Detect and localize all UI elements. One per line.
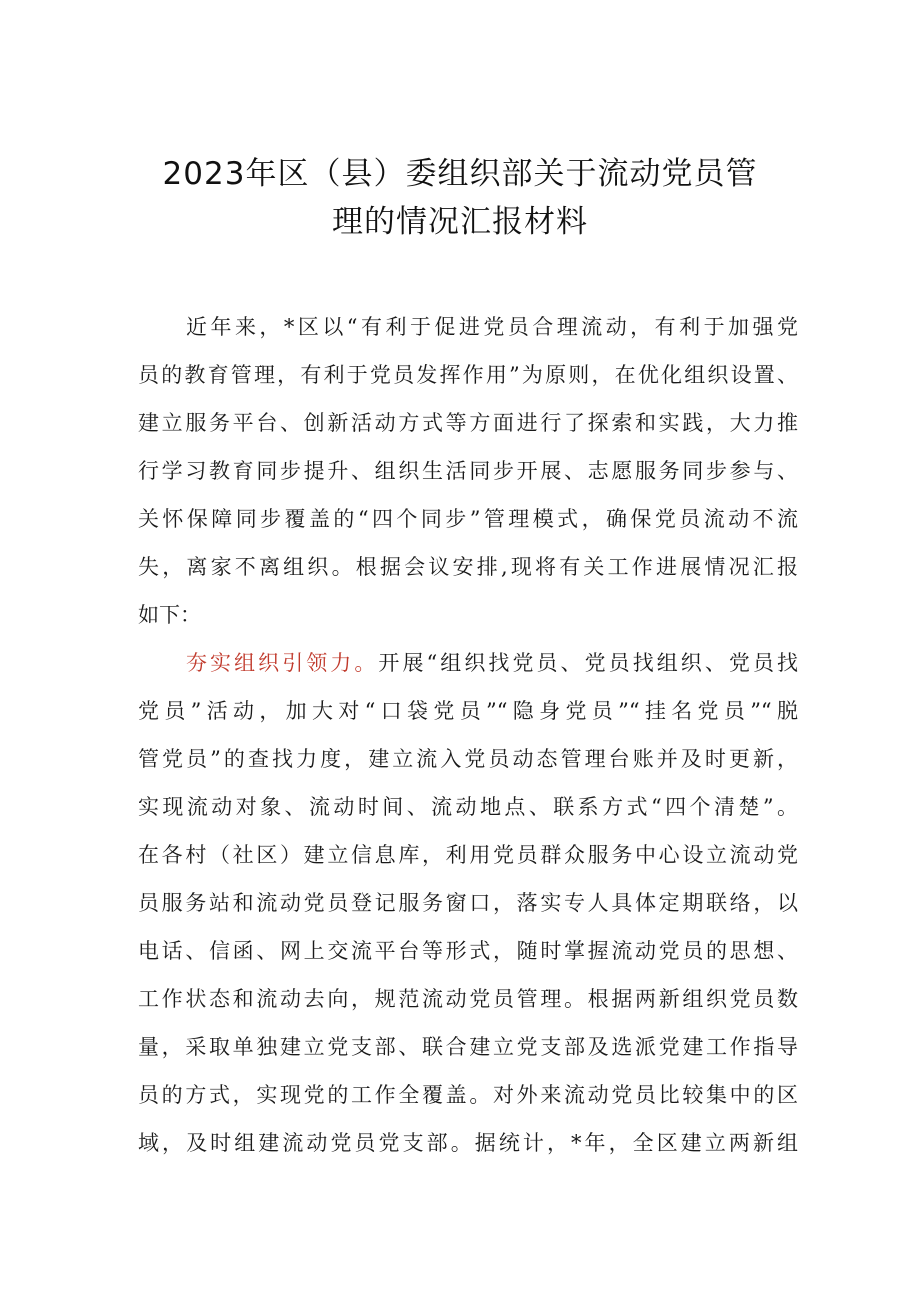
intro-line-6: 失，离家不离组织。根据会议安排,现将有关工作进展情况汇报 bbox=[138, 555, 798, 579]
section-1-first-line-rest: 开展“组织找党员、党员找组织、党员找 bbox=[378, 651, 799, 675]
intro-line-7: 如下： bbox=[138, 603, 201, 627]
section-1-line-9: 量，采取单独建立党支部、联合建立党支部及选派党建工作指导 bbox=[138, 1035, 798, 1059]
section-1-line-11: 域，及时组建流动党员党支部。据统计，*年，全区建立两新组 bbox=[138, 1131, 798, 1155]
section-1-first-line bbox=[186, 648, 798, 678]
document-title-line-2: 理的情况汇报材料 bbox=[332, 204, 588, 240]
section-1-line-2: 党员”活动，加大对“口袋党员”“隐身党员”“挂名党员”“脱 bbox=[138, 699, 798, 723]
section-1-line-6: 员服务站和流动党员登记服务窗口，落实专人具体定期联络，以 bbox=[138, 891, 798, 915]
intro-line-2: 员的教育管理，有利于党员发挥作用”为原则，在优化组织设置、 bbox=[138, 363, 798, 387]
intro-line-5: 关怀保障同步覆盖的“四个同步”管理模式，确保党员流动不流 bbox=[138, 507, 798, 531]
intro-line-1: 近年来，*区以“有利于促进党员合理流动，有利于加强党 bbox=[186, 315, 798, 339]
section-1-line-5: 在各村（社区）建立信息库，利用党员群众服务中心设立流动党 bbox=[138, 843, 798, 867]
section-1-heading: 夯实组织引领力。 bbox=[186, 651, 379, 675]
intro-line-4: 行学习教育同步提升、组织生活同步开展、志愿服务同步参与、 bbox=[138, 459, 798, 483]
section-1-line-3: 管党员”的查找力度，建立流入党员动态管理台账并及时更新， bbox=[138, 747, 798, 771]
section-1-line-4: 实现流动对象、流动时间、流动地点、联系方式“四个清楚”。 bbox=[138, 795, 798, 819]
section-1-line-8: 工作状态和流动去向，规范流动党员管理。根据两新组织党员数 bbox=[138, 987, 798, 1011]
document-title-line-1: 2023年区（县）委组织部关于流动党员管 bbox=[162, 156, 758, 192]
section-1-line-7: 电话、信函、网上交流平台等形式，随时掌握流动党员的思想、 bbox=[138, 939, 798, 963]
intro-line-3: 建立服务平台、创新活动方式等方面进行了探索和实践，大力推 bbox=[138, 411, 798, 435]
section-1-line-10: 员的方式，实现党的工作全覆盖。对外来流动党员比较集中的区 bbox=[138, 1083, 798, 1107]
